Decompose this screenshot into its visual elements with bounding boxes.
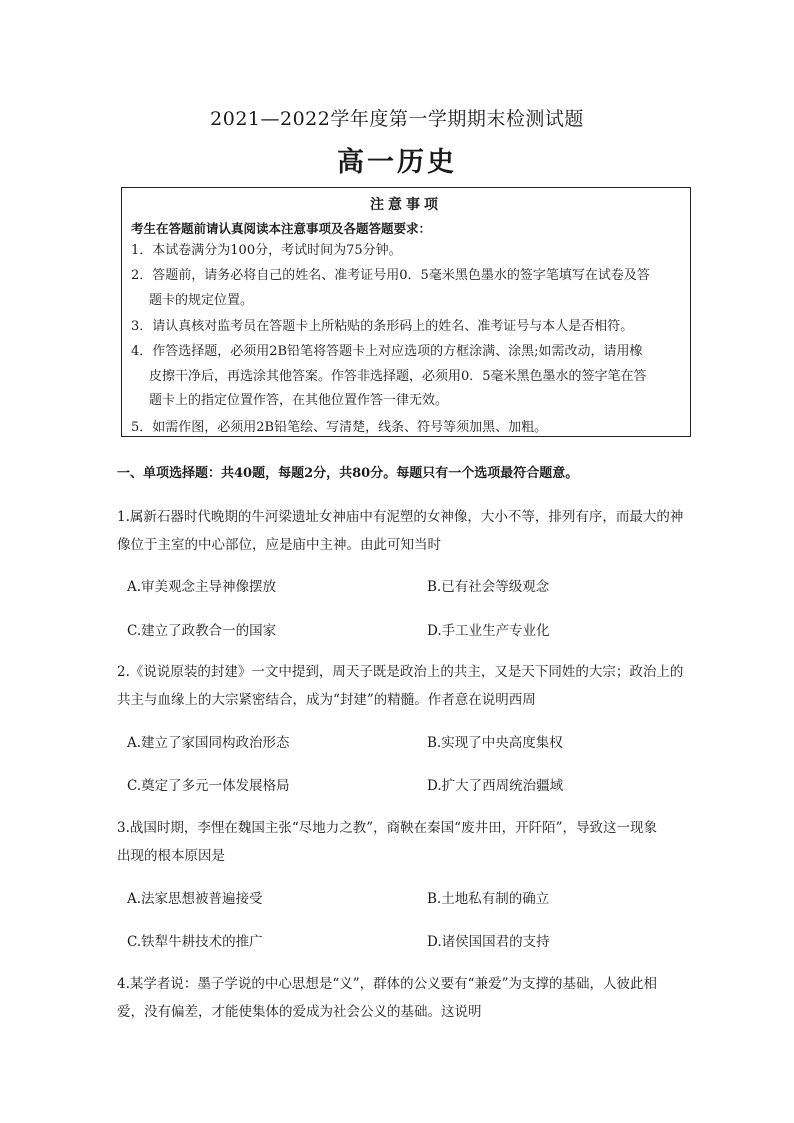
question-line: 共主与血缘上的大宗紧密结合，成为“封建”的精髓。作者意在说明西周 — [117, 692, 536, 708]
question-line: 3.战国时期，李悝在魏国主张“尽地力之教”，商鞅在秦国“废井田，开阡陌”，导致这一现象 — [117, 820, 657, 836]
question-1-option-b: B.已有社会等级观念 — [427, 579, 550, 595]
subject-title: 高一历史 — [337, 147, 457, 178]
notice-item-1 — [131, 239, 683, 264]
section-header: 一、单项选择题：共40题，每题2分，共80分。每题只有一个选项最符合题意。 — [117, 466, 579, 481]
question-3-stem — [117, 814, 685, 870]
question-2-option-c: C.奠定了多元一体发展格局 — [127, 778, 290, 794]
question-line: 爱，没有偏差，才能使集体的爱成为社会公义的基础。这说明 — [117, 1004, 482, 1020]
notice-heading: 注意事项 — [370, 197, 442, 213]
notice-item-2 — [131, 264, 683, 313]
notice-line: 题卡上的指定位置作答，在其他位置作答一律无效。 — [149, 393, 449, 408]
notice-line: 题卡的规定位置。 — [149, 292, 254, 308]
question-2-stem — [117, 658, 685, 714]
exam-title: 2021—2022学年度第一学期期末检测试题 — [210, 108, 584, 130]
notice-line: 5．如需作图，必须用2B铅笔绘、写清楚，线条、符号等须加黑、加粗。 — [131, 420, 548, 435]
question-2-option-b: B.实现了中央高度集权 — [427, 735, 563, 751]
question-line: 1.属新石器时代晚期的牛河梁遗址女神庙中有泥塑的女神像，大小不等，排列有序，而最大的神 — [117, 509, 684, 525]
notice-line: 4．作答选择题，必须用2B铅笔将答题卡上对应选项的方框涂满、涂黑;如需改动，请用橡 — [131, 344, 643, 359]
notice-item-5 — [131, 416, 683, 441]
question-line: 2.《说说原装的封建》一文中提到，周天子既是政治上的共主，又是天下同姓的大宗；政治上的 — [117, 664, 684, 680]
notice-line: 1．本试卷满分为100分，考试时间为75分钟。 — [131, 243, 402, 258]
question-1-option-c: C.建立了政教合一的国家 — [127, 623, 277, 639]
question-1-option-d: D.手工业生产专业化 — [427, 623, 550, 639]
question-4-stem — [117, 970, 685, 1026]
question-1-option-a: A.审美观念主导神像摆放 — [127, 579, 277, 595]
question-2-option-d: D.扩大了西周统治疆域 — [427, 778, 564, 794]
notice-box — [121, 187, 691, 437]
question-3-option-b: B.土地私有制的确立 — [427, 891, 550, 907]
question-3-option-c: C.铁犁牛耕技术的推广 — [127, 934, 263, 950]
question-1-stem — [117, 503, 685, 559]
question-3-option-a: A.法家思想被普遍接受 — [127, 891, 263, 907]
question-line: 像位于主室的中心部位，应是庙中主神。由此可知当时 — [117, 537, 441, 553]
notice-line: 3．请认真核对监考员在答题卡上所粘贴的条形码上的姓名、准考证号与本人是否相符。 — [131, 319, 634, 334]
notice-intro: 考生在答题前请认真阅读本注意事项及各题答题要求： — [131, 221, 432, 236]
question-3-option-d: D.诸侯国国君的支持 — [427, 934, 550, 950]
question-line: 出现的根本原因是 — [117, 848, 225, 864]
notice-line: 2．答题前，请务必将自己的姓名、准考证号用0．5毫米黑色墨水的签字笔填写在试卷及答 — [131, 268, 650, 283]
notice-item-4 — [131, 340, 683, 414]
question-line: 4.某学者说：墨子学说的中心思想是“义”，群体的公义要有“兼爱”为支撑的基础，人彼此相 — [117, 976, 657, 992]
question-2-option-a: A.建立了家国同构政治形态 — [127, 735, 290, 751]
notice-line: 皮擦干净后，再选涂其他答案。作答非选择题，必须用0．5毫米黑色墨水的签字笔在答 — [149, 368, 647, 384]
notice-item-3 — [131, 315, 683, 340]
